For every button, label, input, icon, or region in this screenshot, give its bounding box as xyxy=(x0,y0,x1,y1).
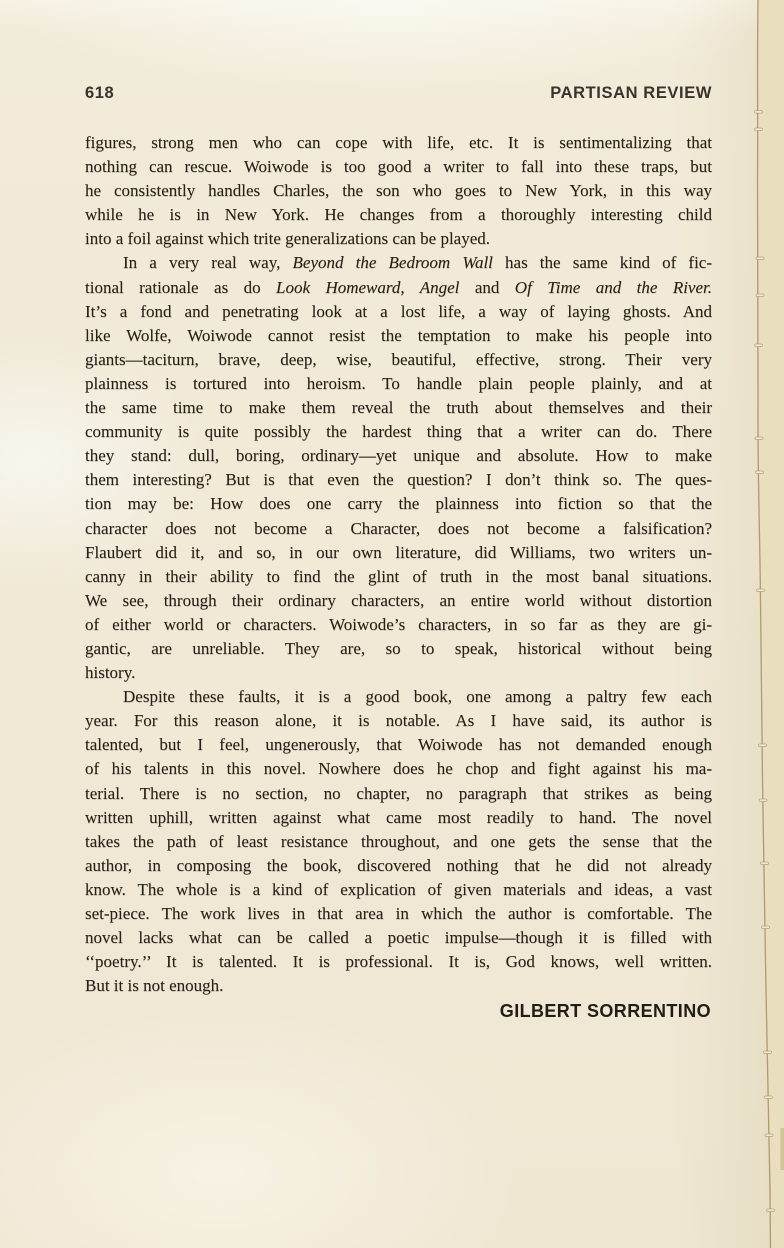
text-line xyxy=(85,372,712,396)
book-title-italic: Look Homeward, Angel xyxy=(276,277,460,297)
text-line xyxy=(85,300,712,324)
text-line xyxy=(85,830,712,854)
text-line xyxy=(85,420,712,444)
text-line xyxy=(85,709,712,733)
text-line xyxy=(85,179,712,203)
book-title-italic: Of Time and the River. xyxy=(514,277,712,297)
text-run: he consistently handles Charles, the son who goes to New York, in this way xyxy=(85,181,712,201)
text-run: of either world or characters. Woiwode’s characters, in so far as they are gi- xyxy=(85,614,712,634)
text-run: history. xyxy=(85,663,136,683)
text-line xyxy=(85,492,712,516)
text-run: ‘‘poetry.’’ It is talented. It is professional. It is, God knows, well written. xyxy=(85,952,712,972)
binding-shadow xyxy=(781,1128,784,1170)
text-line xyxy=(85,974,712,998)
text-line xyxy=(85,637,712,661)
text-run: But it is not enough. xyxy=(85,976,224,996)
text-run: gantic, are unreliable. They are, so to speak, historical without being xyxy=(85,638,712,658)
text-line xyxy=(85,203,712,227)
text-line xyxy=(85,251,712,275)
text-line xyxy=(85,926,712,950)
page-number: 618 xyxy=(85,84,115,102)
text-run: nothing can rescue. Woiwode is too good a writer to fall into these traps, but xyxy=(85,157,712,177)
text-line xyxy=(85,854,712,878)
text-line xyxy=(85,685,712,709)
text-line xyxy=(85,613,712,637)
text-run: tional rationale as do xyxy=(85,277,277,297)
text-run: giants—taciturn, brave, deep, wise, beautiful, effective, strong. Their very xyxy=(85,349,712,369)
text-run: In a very real way, xyxy=(123,253,293,273)
text-run: character does not become a Character, does not become a falsification? xyxy=(85,518,712,538)
text-run: takes the path of least resistance throughout, and one gets the sense that the xyxy=(85,831,712,851)
text-run: Flaubert did it, and so, in our own literature, did Williams, two writers un- xyxy=(85,542,712,562)
text-run: know. The whole is a kind of explication of given materials and ideas, a vast xyxy=(85,879,712,899)
running-header xyxy=(85,84,712,103)
text-line xyxy=(85,565,712,589)
text-line xyxy=(85,276,712,300)
text-run: terial. There is no section, no chapter, no paragraph that strikes as being xyxy=(85,783,712,803)
text-line xyxy=(85,589,712,613)
text-run: written uphill, written against what came most readily to hand. The novel xyxy=(85,807,712,827)
text-run: figures, strong men who can cope with life, etc. It is sentimentalizing that xyxy=(85,133,712,152)
journal-title: PARTISAN REVIEW xyxy=(550,84,712,102)
text-run: canny in their ability to find the glint of truth in the most banal situations. xyxy=(85,566,712,586)
text-line xyxy=(85,902,712,926)
text-run: tion may be: How does one carry the plainness into fiction so that the xyxy=(85,494,712,514)
text-line xyxy=(85,227,712,251)
text-run: while he is in New York. He changes from a thoroughly interesting child xyxy=(85,205,712,225)
text-run: It’s a fond and penetrating look at a lost life, a way of laying ghosts. And xyxy=(85,301,712,321)
text-line xyxy=(85,324,712,348)
text-run: novel lacks what can be called a poetic impulse—though it is filled with xyxy=(85,928,712,948)
text-run: set-piece. The work lives in that area in which the author is comfortable. The xyxy=(85,904,712,923)
text-run: them interesting? But is that even the question? I don’t think so. The ques- xyxy=(85,470,712,490)
text-line xyxy=(85,444,712,468)
text-line xyxy=(85,517,712,541)
page-edge-decoration xyxy=(700,0,784,1248)
text-line xyxy=(85,733,712,757)
text-line xyxy=(85,131,712,155)
text-line xyxy=(85,396,712,420)
text-run: they stand: dull, boring, ordinary—yet unique and absolute. How to make xyxy=(85,446,712,466)
review-text xyxy=(85,131,712,998)
text-run: Despite these faults, it is a good book, one among a paltry few each xyxy=(123,687,712,707)
text-line xyxy=(85,782,712,806)
text-run: plainness is tortured into heroism. To handle plain people plainly, and at xyxy=(85,373,712,393)
text-run: talented, but I feel, ungenerously, that Woiwode has not demanded enough xyxy=(85,735,712,755)
text-line xyxy=(85,757,712,781)
text-run: We see, through their ordinary characters, an entire world without distortion xyxy=(85,590,712,610)
text-run: the same time to make them reveal the truth about themselves and their xyxy=(85,398,712,418)
text-line xyxy=(85,878,712,902)
text-run: year. For this reason alone, it is notable. As I have said, its author is xyxy=(85,711,712,731)
book-title-italic: Beyond the Bedroom Wall xyxy=(292,253,493,273)
text-run: author, in composing the book, discovered nothing that he did not already xyxy=(85,855,712,875)
text-line xyxy=(85,661,712,685)
author-signature: GILBERT SORRENTINO xyxy=(499,1001,711,1021)
text-run: into a foil against which trite generalizations can be played. xyxy=(85,229,491,249)
text-line xyxy=(85,806,712,830)
text-line xyxy=(85,950,712,974)
text-run: and xyxy=(459,277,515,297)
text-line xyxy=(85,348,712,372)
text-run: has the same kind of fic- xyxy=(492,253,713,273)
text-run: community is quite possibly the hardest thing that a writer can do. There xyxy=(85,422,712,442)
text-run: of his talents in this novel. Nowhere does he chop and fight against his ma- xyxy=(85,759,712,779)
text-line xyxy=(85,468,712,492)
text-run: like Wolfe, Woiwode cannot resist the temptation to make his people into xyxy=(85,325,712,345)
text-line xyxy=(85,155,712,179)
text-line xyxy=(85,541,712,565)
